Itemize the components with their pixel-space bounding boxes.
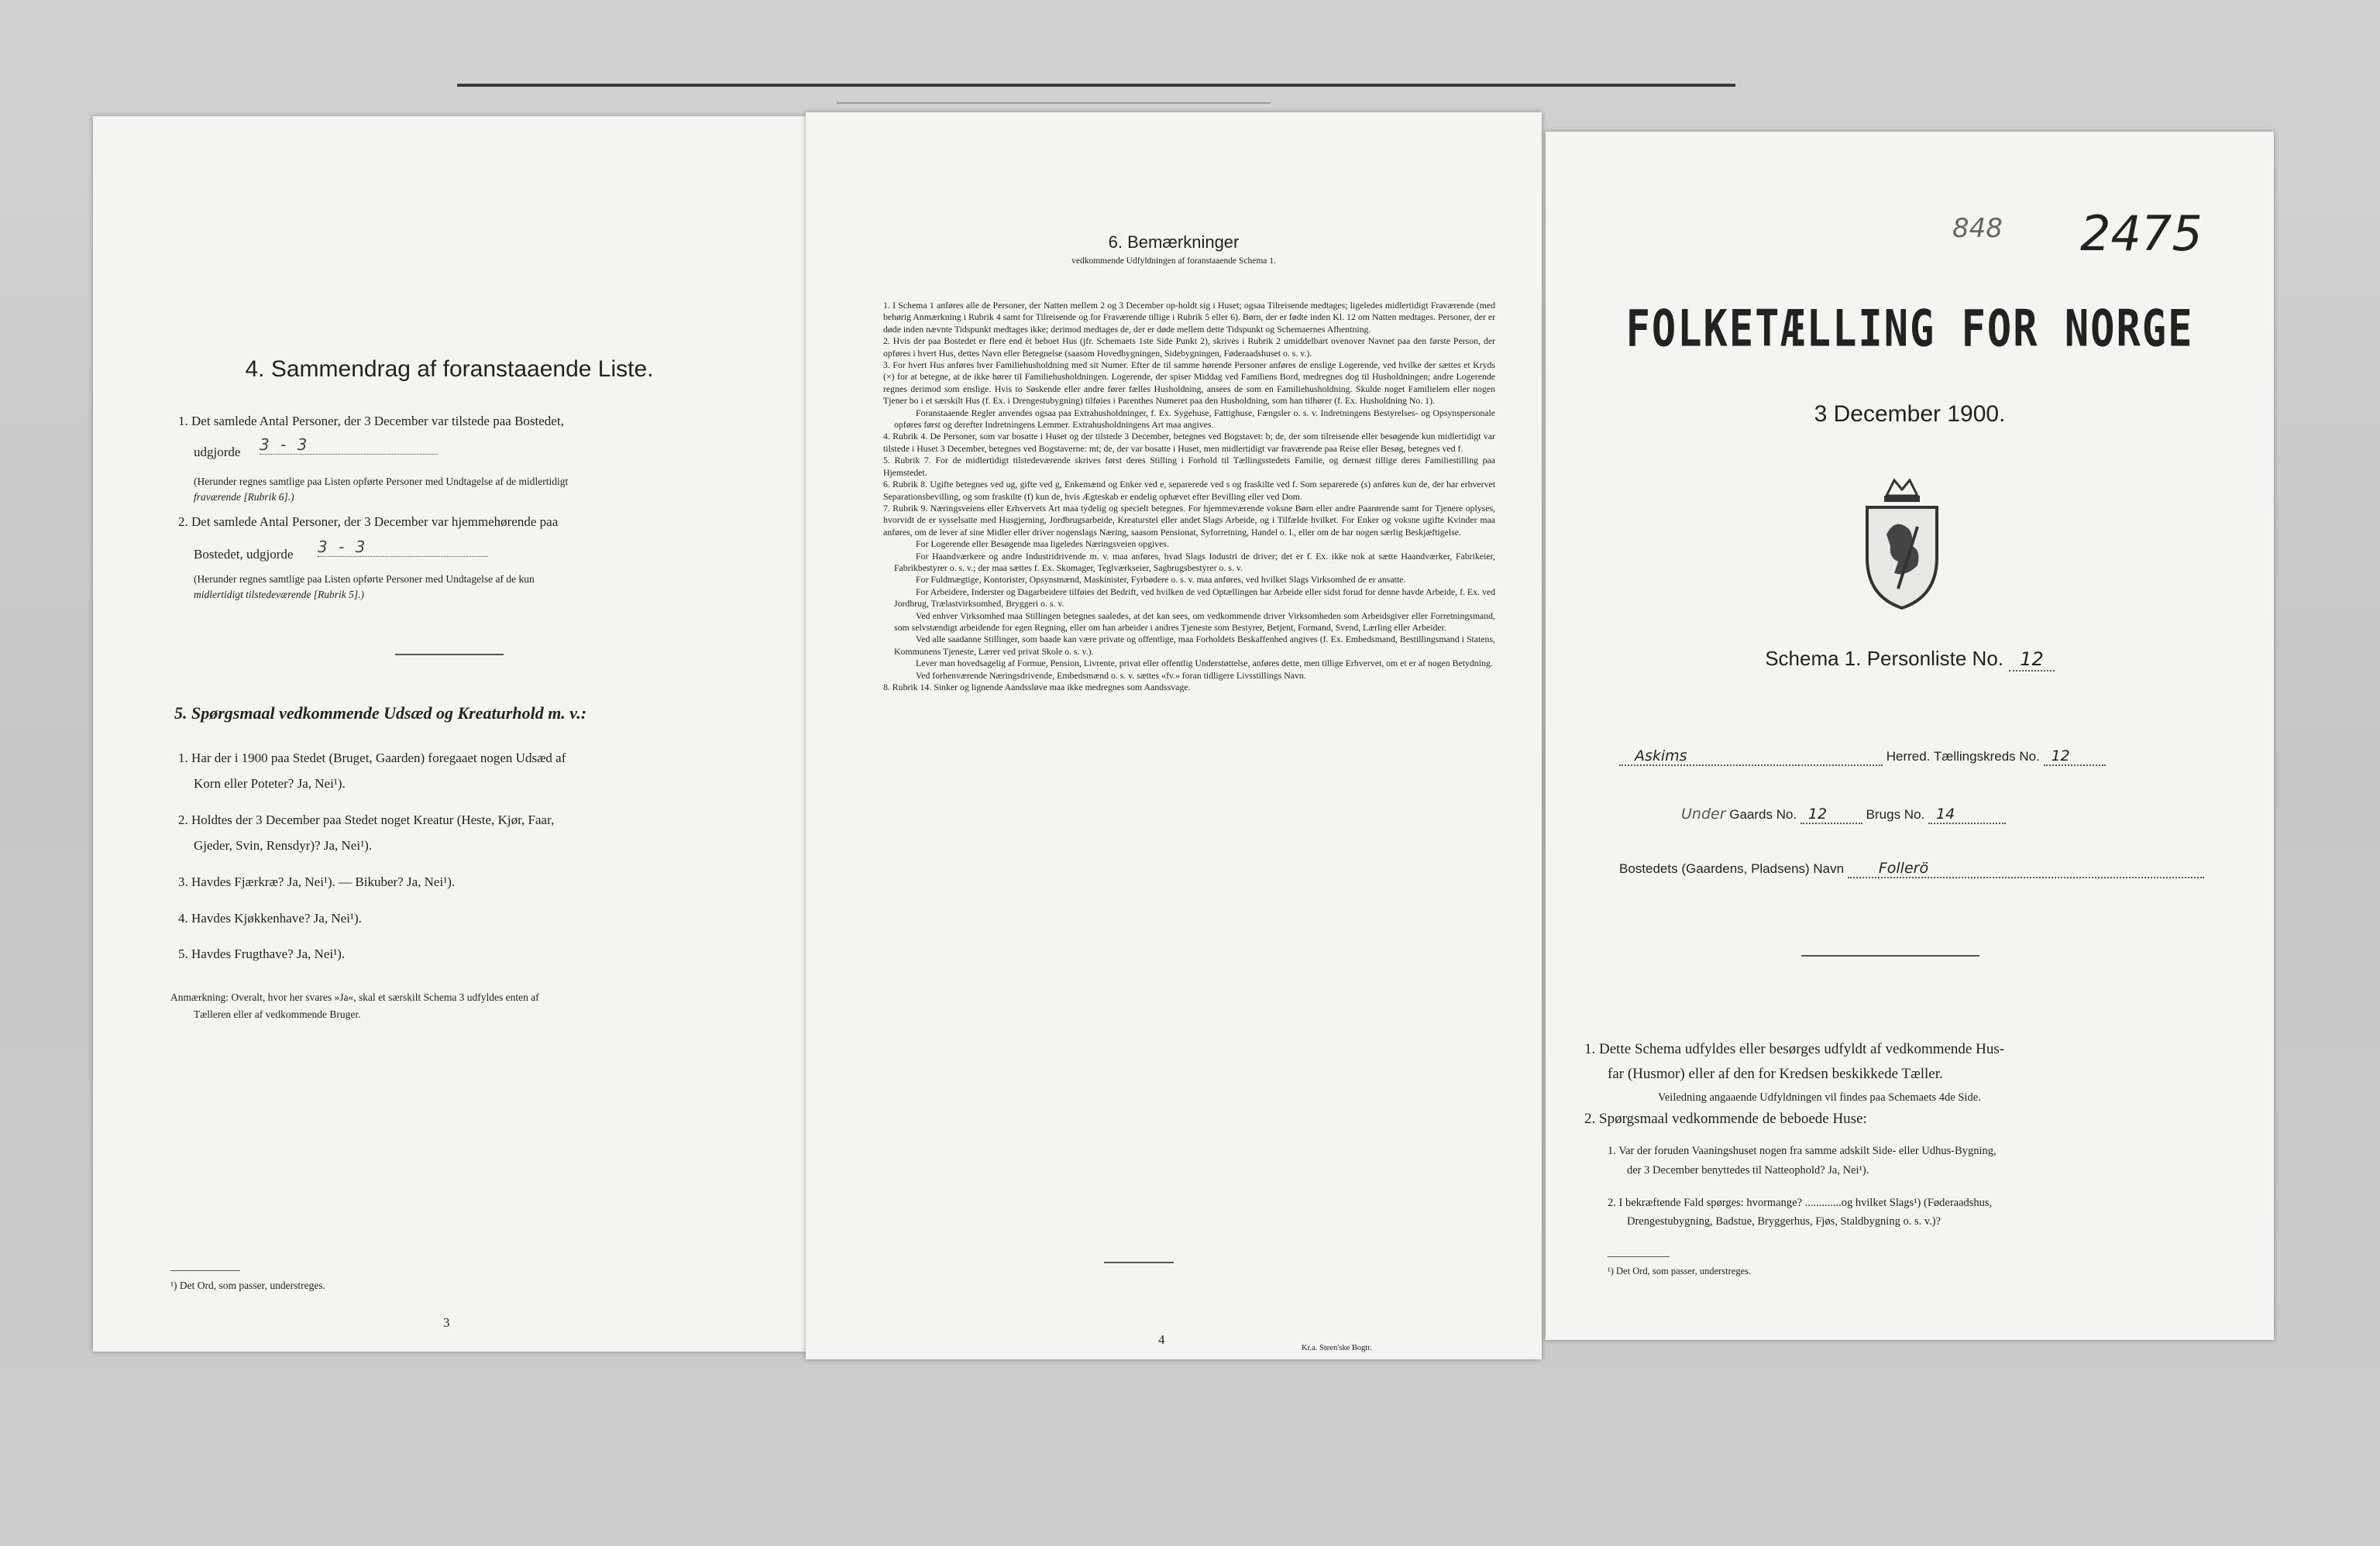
schema-label: Schema 1. Personliste No. <box>1765 647 2004 670</box>
top-rule <box>457 84 1735 87</box>
herred-row <box>1619 747 2254 766</box>
archive-number-right: 2475 <box>2080 205 2203 262</box>
remarks-title: 6. Bemærkninger <box>1108 232 1240 252</box>
footnote: ¹) Det Ord, som passer, understreges. <box>170 1280 325 1291</box>
ornament-divider <box>1801 955 1979 957</box>
item2-note-line2: midlertidigt tilstedeværende [Rubrik 5].) <box>194 589 364 600</box>
q4: 4. Havdes Kjøkkenhave? Ja, Nei¹). <box>178 911 362 926</box>
remark-paragraph: 6. Rubrik 8. Ugifte betegnes ved ug, gifte ved g, Enkemænd og Enker ved e, separerede ved s og fraskilte ved f. Som separerede (s) anføres kun de, der har erhvervet Separationsbevilling, og som fraskilte (f) kun de, hvis Ægteskab er endelig ophævet efter Bevilling eller ved Dom. <box>883 479 1495 502</box>
remark-paragraph: For Arbeidere, Inderster og Dagarbeidere tilføies det Bedrift, ved hvilken de ved Optællingen har Arbeide eller sidst forud for denne havde Arbeide, f. Ex. ved Jordbrug, Trælastvirksomhed, Bryggeri o. s. v. <box>894 586 1495 610</box>
q2-line2: Gjeder, Svin, Rensdyr)? Ja, Nei¹). <box>194 838 373 853</box>
top-rule-faint <box>837 102 1271 104</box>
note1-line2: far (Husmor) eller af den for Kredsen beskikkede Tæller. <box>1608 1066 1943 1082</box>
page-1 <box>1546 132 2274 1340</box>
house-q2-line2: Drengestubygning, Badstue, Bryggerhus, Fjøs, Staldbygning o. s. v.)? <box>1627 1215 1941 1228</box>
printer-imprint: Kr.a. Steen'ske Bogtr. <box>1302 1344 1372 1352</box>
remark-paragraph: 7. Rubrik 9. Næringsveiens eller Erhvervets Art maa tydelig og specielt betegnes. For hjemmeværende voksne Børn eller andre Paarørende samt for Tjenere oplyses, hvorvidt de er sysselsatte med Husgjerning, Jordbrugsarbeide, Kreaturstel eller andet Slags Arbeide, og i Tilfælde hvilket. For Enker og voksne ugifte Kvinder maa anføres, om de lever af sine Midler eller driver nogenslags Næring, saasom Pensionat, Syforretning, Handel o. l., eller om de har nogen særlig Beskjæftigelse. <box>883 502 1495 538</box>
coat-of-arms-icon <box>1852 472 1952 612</box>
item1-line1: 1. Det samlede Antal Personer, der 3 December var tilstede paa Bostedet, <box>178 414 564 428</box>
remark-paragraph: For Fuldmægtige, Kontorister, Opsynsmænd, Maskinister, Fyrbødere o. s. v. maa anføres, ved hvilket Slags Virksomhed de er ansatte. <box>916 574 1406 586</box>
summary-heading: 4. Sammendrag af foranstaaende Liste. <box>245 356 654 382</box>
schema-label-row <box>1546 647 2274 671</box>
remark-paragraph: 1. I Schema 1 anføres alle de Personer, der Natten mellem 2 og 3 December op-holdt sig i Huset; ogsaa Tilreisende medtages; ligeledes midlertidigt Fraværende (med behørig Anmærkning i Rubrik 4 samt for Tilreisende og for Fraværende tillige i Rubrik 5 eller 6). Børn, der er fødte inden Kl. 12 om Natten medtages. Personer, der er døde inden nævnte Tidspunkt medtages ikke; derimod medtages de, der er døde mellem dette Tidspunkt og Schemaernes Afhentning. <box>883 300 1495 335</box>
item1-note-line1: (Herunder regnes samtlige paa Listen opførte Personer med Undtagelse af de midlertidigt <box>194 476 569 487</box>
q1-line1: 1. Har der i 1900 paa Stedet (Bruget, Gaarden) foregaaet nogen Udsæd af <box>178 751 566 765</box>
item2-value: 3 - 3 <box>318 538 488 557</box>
remark-paragraph: 5. Rubrik 7. For de midlertidigt tilstedeværende skrives først deres Stilling i Forhold til Tællingsstedets Familie, og dernæst tillige deres Familiestilling paa Hjemstedet. <box>883 455 1495 478</box>
remark-paragraph: 4. Rubrik 4. De Personer, som var bosatte i Huset og der tilstede 3 December, betegnes ved Bogstavet: b; de, der som tilreisende eller besøgende kun midlertidigt var tilstede i Huset 3 December, betegnes ved Bogstaverne: mt; de, der var bosatte i Huset, men midlertidigt var fraværende paa Reise eller Besøg, betegnes ved f. <box>883 431 1495 454</box>
remark-paragraph: For Logerende eller Besøgende maa ligeledes Næringsveien opgives. <box>916 538 1169 550</box>
item1-note-line2: fraværende [Rubrik 6].) <box>194 491 294 503</box>
footnote-rule <box>1608 1256 1670 1257</box>
footnote: ¹) Det Ord, som passer, understreges. <box>1608 1266 1752 1276</box>
item2-line1: 2. Det samlede Antal Personer, der 3 December var hjemmehørende paa <box>178 514 559 529</box>
end-divider <box>1104 1262 1174 1263</box>
page-3 <box>93 116 806 1352</box>
item1-label: udgjorde <box>194 445 241 459</box>
remark-paragraph: Ved forhenværende Næringsdrivende, Embedsmænd o. s. v. sættes «fv.» foran tidligere Livsstillings Navn. <box>916 669 1306 681</box>
footnote-rule <box>170 1270 240 1271</box>
q3: 3. Havdes Fjærkræ? Ja, Nei¹). — Bikuber? Ja, Nei¹). <box>178 874 456 889</box>
section-divider <box>395 654 504 655</box>
note2-heading: 2. Spørgsmaal vedkommende de beboede Huse: <box>1584 1111 1867 1127</box>
census-date: 3 December 1900. <box>1814 401 2006 427</box>
house-q1-line2: der 3 December benyttedes til Natteophold? Ja, Nei¹). <box>1627 1164 1869 1177</box>
house-q2-line1: 2. I bekræftende Fald spørges: hvormange? .............og hvilket Slags¹) (Føderaadshus, <box>1608 1197 1993 1209</box>
schema-number: 12 <box>2009 648 2055 672</box>
remark-paragraph: Foranstaaende Regler anvendes ogsaa paa Extrahusholdninger, f. Ex. Sygehuse, Fattighuse, Fængsler o. s. v. Indretningens Bestyrelses- og Opsynspersonale opføres først og derefter Indretningens Lemmer. Extrahusholdningens Art maa angives. <box>894 407 1495 431</box>
remark-paragraph: Lever man hovedsagelig af Formue, Pension, Livrente, privat eller offentlig Understøttelse, anføres dette, men tillige Erhvervet, om et er af nogen Betydning. <box>916 658 1493 669</box>
remark-paragraph: 2. Hvis der paa Bostedet er flere end ét beboet Hus (jfr. Schemaets 1ste Side Punkt 2), skrives i Rubrik 2 umiddelbart ovenover Navnet paa den første Person, der opføres i hvert Hus, dettes Navn eller Betegnelse (saasom Hovedbygningen, Sidebygningen, Føderaadshuset o. s. v.). <box>883 335 1495 359</box>
page-number: 4 <box>1158 1332 1165 1347</box>
remark-paragraph: 8. Rubrik 14. Sinker og lignende Aandssløve maa ikke medregnes som Aandssvage. <box>883 682 1191 692</box>
page-4 <box>806 112 1542 1359</box>
remark-paragraph: For Haandværkere og andre Industridrivende m. v. maa anføres, hvad Slags Industri de driver; det er f. Ex. ikke nok at sætte Haandværker, Fabrikeier, Fabrikbestyrer o. s. v.; der maa sættes f. Ex. Skomager, Teglværkseier, Sagbrugsbestyrer o. s. v. <box>894 550 1495 573</box>
herred-value: Askims <box>1619 747 1883 766</box>
brugs-value: 14 <box>1928 806 2006 824</box>
note1-line1: 1. Dette Schema udfyldes eller besørges udfyldt af vedkommende Hus- <box>1584 1041 2005 1057</box>
remark-line2: Tælleren eller af vedkommende Bruger. <box>194 1008 361 1020</box>
bosted-value: Follerö <box>1848 860 2204 878</box>
gaards-prefix: Under <box>1681 806 1726 823</box>
bosted-row <box>1619 860 2254 878</box>
brugs-label: Brugs No. <box>1866 807 1925 822</box>
archive-number-left: 848 <box>1952 213 2003 244</box>
remarks-subtitle: vedkommende Udfyldningen af foranstaaende Schema 1. <box>1071 256 1276 266</box>
kreds-value: 12 <box>2044 747 2106 766</box>
note1-guidance: Veiledning angaaende Udfyldningen vil findes paa Schemaets 4de Side. <box>1658 1091 1981 1104</box>
page-number: 3 <box>443 1315 450 1330</box>
remark-paragraph: Ved alle saadanne Stillinger, som baade kan være private og offentlige, maa Forholdets Beskaffenhed angives (f. Ex. Embedsmand, Bestillingsmand i Statens, Kommunens Tjeneste, Lærer ved privat Skole o. s. v.). <box>894 634 1495 657</box>
remarks-body <box>883 300 1495 693</box>
q2-line1: 2. Holdtes der 3 December paa Stedet noget Kreatur (Heste, Kjør, Faar, <box>178 813 555 827</box>
q5: 5. Havdes Frugthave? Ja, Nei¹). <box>178 946 346 961</box>
q1-line2: Korn eller Poteter? Ja, Nei¹). <box>194 776 346 791</box>
item2-label: Bostedet, udgjorde <box>194 547 294 562</box>
herred-label: Herred. <box>1886 749 1931 764</box>
item1-value: 3 - 3 <box>260 435 438 455</box>
gaards-row <box>1681 806 2254 824</box>
remark-line1: Anmærkning: Overalt, hvor her svares »Ja«, skal et særskilt Schema 3 udfyldes enten af <box>170 991 539 1003</box>
main-title: FOLKETÆLLING FOR NORGE <box>1625 300 2194 359</box>
gaards-value: 12 <box>1800 806 1862 824</box>
house-q1-line1: 1. Var der foruden Vaaningshuset nogen fra samme adskilt Side- eller Udhus-Bygning, <box>1608 1145 1997 1157</box>
remark-paragraph: 3. For hvert Hus anføres hver Familiehusholdning med sit Numer. Efter de til samme hørende Personer anføres de enslige Logerende, ved hvilke der sættes et Kryds (×) for at betegne, at de ikke hører til Familiehusholdningen. Logerende, der spiser Middag ved Familiens Bord, medregnes dog til Husholdningen; andre Logerende regnes derimod som enslige. Hvis to Søskende eller andre fører fælles Husholdning, ansees de som en Familiehusholdning. Skulde noget Familielem eller nogen Tjener bo i et særskilt Hus (f. Ex. i Drengestubygning) tilføies i Parenthes Numeret paa den Husholdning, som han tilhører (f. Ex. Husholdning No. 1). <box>883 359 1495 407</box>
item2-note-line1: (Herunder regnes samtlige paa Listen opførte Personer med Undtagelse af de kun <box>194 573 535 585</box>
section5-heading: 5. Spørgsmaal vedkommende Udsæd og Kreaturhold m. v.: <box>174 703 587 723</box>
remark-paragraph: Ved enhver Virksomhed maa Stillingen betegnes saaledes, at det kan sees, om vedkommende driver Virksomheden som Arbeidsgiver eller Forretningsmand, som selvstændigt arbeidende for egen Regning, eller om han arbeider i andres Tjeneste som Bestyrer, Betjent, Formand, Svend, Lærling eller Arbeider. <box>894 610 1495 633</box>
bosted-label: Bostedets (Gaardens, Pladsens) Navn <box>1619 861 1845 876</box>
gaards-label: Gaards No. <box>1729 807 1797 822</box>
kreds-label: Tællingskreds No. <box>1933 749 2040 764</box>
